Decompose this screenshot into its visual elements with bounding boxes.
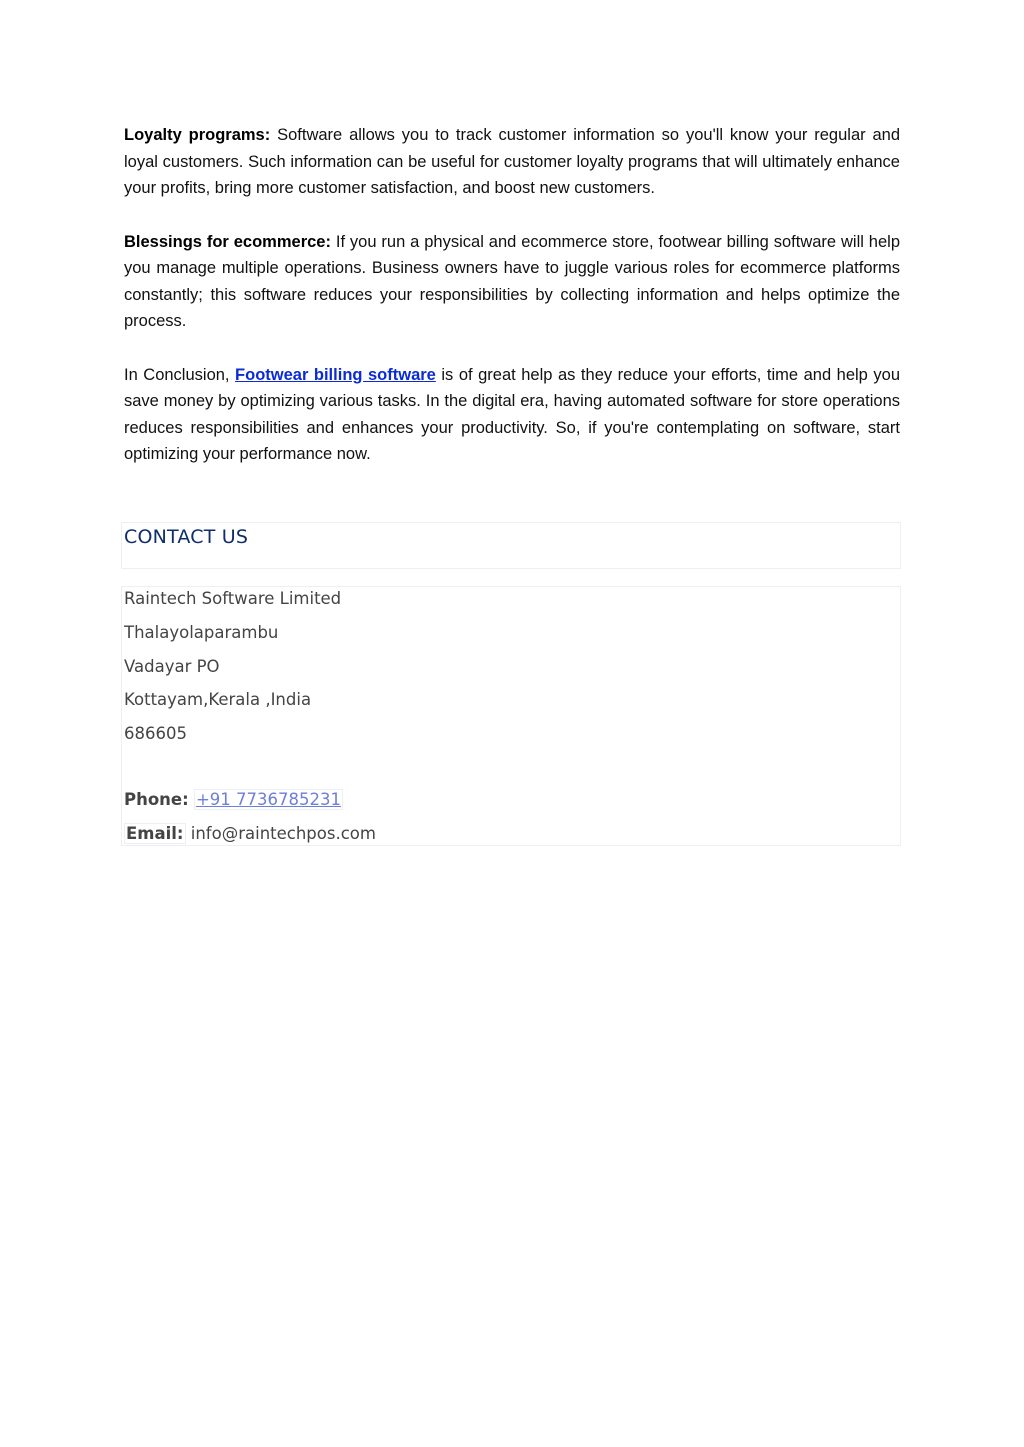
loyalty-programs-label: Loyalty programs: — [124, 126, 271, 144]
paragraph-loyalty-programs — [124, 122, 900, 202]
contact-us-title: CONTACT US — [124, 526, 249, 548]
address-city-state-country: Kottayam,Kerala ,India — [124, 690, 312, 709]
phone-row — [124, 790, 343, 809]
paragraph-blessings-ecommerce — [124, 229, 900, 335]
email-label: Email: — [126, 824, 184, 843]
contact-header-box — [121, 522, 901, 569]
loyalty-programs-text: Software allows you to track customer information so you'll know your regular and loyal customers. Such information can be useful for customer loyalty programs that will ultimately enhance your profits, bring more customer satisfaction, and boost new customers. — [124, 126, 901, 197]
footwear-billing-software-link[interactable]: Footwear billing software — [235, 365, 436, 384]
conclusion-text: is of great help as they reduce your efforts, time and help you save money by optimizing various tasks. In the digital era, having automated software for store operations reduces responsibilities and enhances your productivity. So, if you're contemplating on software, start optimizing your performance now. — [124, 365, 900, 463]
article-body — [124, 122, 900, 495]
email-row — [124, 824, 376, 843]
blessings-ecommerce-label: Blessings for ecommerce: — [124, 232, 331, 251]
blessings-ecommerce-text: If you run a physical and ecommerce store, footwear billing software will help you manage multiple operations. Business owners have to juggle various roles for ecommerce platforms constantly; this software reduces your responsibilities by collecting information and helps optimize the process. — [124, 232, 900, 330]
email-value: info@raintechpos.com — [190, 824, 376, 843]
phone-label: Phone: — [124, 790, 189, 809]
address-company: Raintech Software Limited — [124, 589, 342, 608]
address-pincode: 686605 — [124, 724, 187, 743]
contact-details-box — [121, 586, 901, 846]
paragraph-conclusion — [124, 362, 900, 468]
conclusion-prefix: In Conclusion, — [124, 365, 236, 384]
address-locality: Thalayolaparambu — [124, 623, 279, 642]
phone-link[interactable]: +91 7736785231 — [195, 790, 342, 809]
address-post-office: Vadayar PO — [124, 657, 220, 676]
